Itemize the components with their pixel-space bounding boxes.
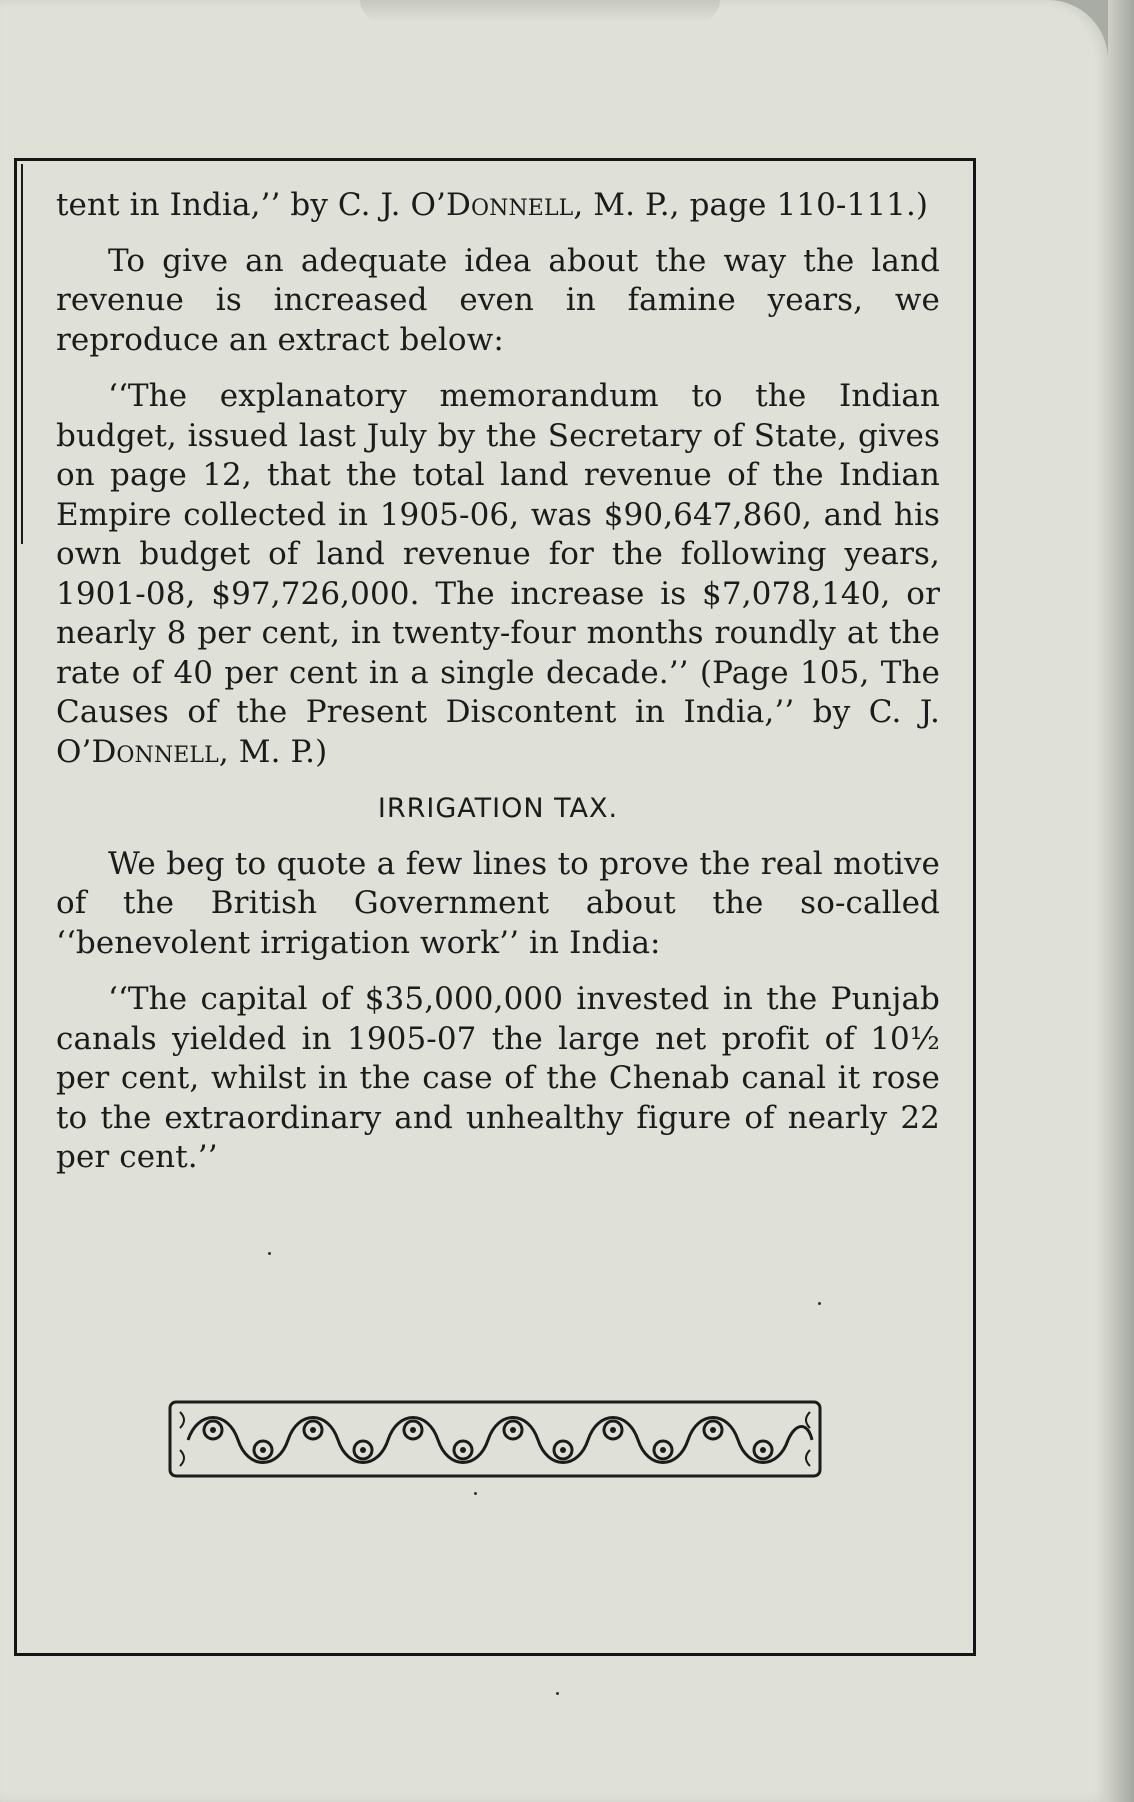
- quote-text: ‘‘The explanatory memorandum to the Indian budget, issued last July by the Secretary of State, gives on page 12, that the total land revenue of the Indian Empire collected in 1905-06, was $90,647,860, and his own budget of land revenue for the following years, 1901-08, $97,726,000. The increase is $7,078,140, or nearly 8 per cent, in twenty-four months roundly at the rate of 40 per cent in a single decade.’’ (Page 105, The Causes of the Present Discontent in India,’’ by C. J. O’: [56, 378, 940, 770]
- section-heading: IRRIGATION TAX.: [377, 793, 619, 824]
- paragraph-text: , M. P., page 110-111.): [573, 187, 929, 223]
- quote-land-revenue: [56, 377, 940, 772]
- paragraph-irrigation: We beg to quote a few lines to prove the real motive of the British Government about the so-called ‘‘benevolent irrigation work’’ in India:: [56, 845, 940, 961]
- author-name: Donnell: [446, 187, 574, 223]
- author-name: Donnell: [91, 733, 219, 770]
- ink-speck: [818, 1302, 821, 1305]
- page-edge: [1108, 0, 1134, 1802]
- page-tab: [360, 0, 720, 22]
- paragraph-continued: [56, 186, 940, 226]
- paragraph-intro: To give an adequate idea about the way the land revenue is increased even in famine years, we reproduce an extract below:: [56, 242, 940, 358]
- ink-speck: [268, 1252, 271, 1255]
- scroll-ornament-icon: [168, 1400, 822, 1478]
- quote-punjab-canals: ‘‘The capital of $35,000,000 invested in the Punjab canals yielded in 1905-07 the large net profit of 10½ per cent, whilst in the case of the Chenab canal it rose to the extraordinary and unhealthy figure of nearly 22 per cent.’’: [56, 981, 940, 1175]
- paragraph-text: tent in India,’’ by C. J. O’: [56, 187, 447, 223]
- ink-speck: [474, 1492, 477, 1495]
- quote-text: , M. P.): [218, 733, 328, 770]
- ink-speck: [556, 1692, 559, 1695]
- text-body: [56, 186, 940, 1195]
